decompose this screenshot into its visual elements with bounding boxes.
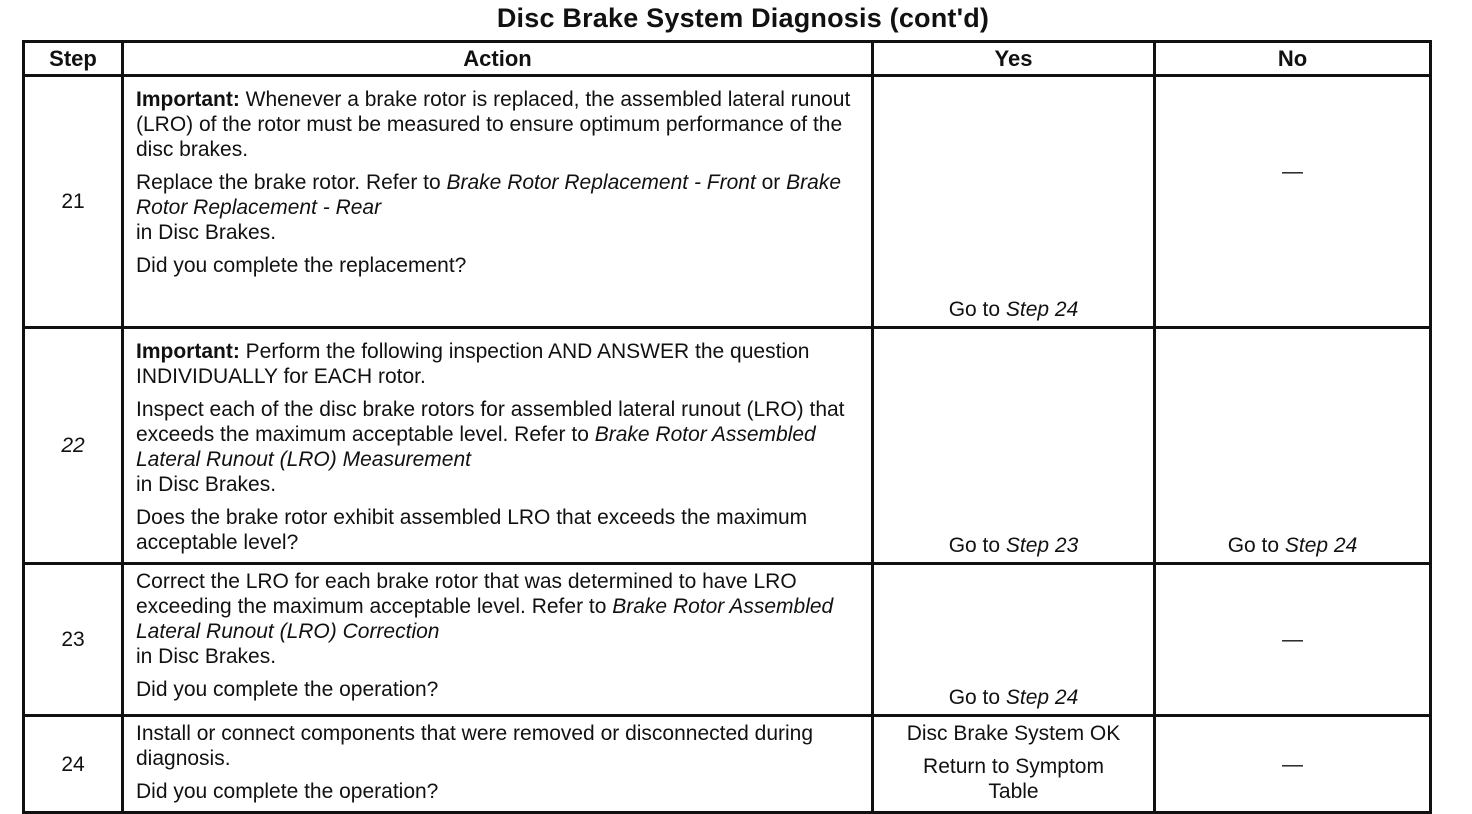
diagnosis-table bbox=[22, 40, 1432, 814]
yes-result bbox=[873, 76, 1155, 328]
table-row bbox=[24, 328, 1431, 564]
yes-result bbox=[873, 328, 1155, 564]
table-row bbox=[24, 76, 1431, 328]
goto-text: Go to bbox=[948, 686, 1006, 709]
step-number: 23 bbox=[24, 564, 123, 716]
header-no: No bbox=[1155, 42, 1431, 76]
step-reference: Step 24 bbox=[1284, 534, 1358, 557]
important-note bbox=[136, 87, 863, 162]
action-question: Did you complete the operation? bbox=[136, 780, 439, 803]
action-instruction bbox=[136, 170, 863, 245]
instruction-text: Inspect each of the disc brake rotors for assembled lateral runout (LRO) that exceeds the maximum acceptable level. Refer to bbox=[136, 398, 845, 446]
goto-text: Go to bbox=[948, 298, 1006, 321]
yes-result bbox=[873, 716, 1155, 813]
action-question: Did you complete the replacement? bbox=[136, 254, 467, 277]
goto-text: Go to bbox=[948, 534, 1006, 557]
important-note bbox=[136, 339, 863, 389]
instruction-text: in Disc Brakes. bbox=[136, 221, 277, 244]
action-cell bbox=[123, 328, 873, 564]
step-reference: Step 24 bbox=[1005, 298, 1079, 321]
action-question: Does the brake rotor exhibit assembled LRO that exceeds the maximum acceptable level? bbox=[136, 506, 808, 554]
instruction-text: Correct the LRO for each brake rotor that was determined to have LRO exceeding the maximum acceptable level. Refer to bbox=[136, 570, 797, 618]
no-result bbox=[1155, 328, 1431, 564]
step-number-text: 22 bbox=[61, 434, 85, 457]
no-result: — bbox=[1155, 564, 1431, 716]
important-text: Whenever a brake rotor is replaced, the assembled lateral runout (LRO) of the rotor must be measured to ensure optimum performance of the disc brakes. bbox=[136, 88, 851, 161]
header-yes: Yes bbox=[873, 42, 1155, 76]
system-ok-text: Disc Brake System OK bbox=[906, 722, 1121, 745]
step-reference: Step 23 bbox=[1005, 534, 1079, 557]
goto-text: Go to bbox=[1227, 534, 1285, 557]
instruction-text: in Disc Brakes. bbox=[136, 645, 277, 668]
action-cell bbox=[123, 716, 873, 813]
step-number bbox=[24, 328, 123, 564]
instruction-text: Replace the brake rotor. Refer to bbox=[136, 171, 447, 194]
return-to-text: Return to Symptom Table bbox=[923, 755, 1104, 803]
important-label: Important: bbox=[136, 340, 240, 363]
page-title: Disc Brake System Diagnosis (cont'd) bbox=[496, 3, 990, 33]
no-result: — bbox=[1155, 76, 1431, 328]
header-action: Action bbox=[123, 42, 873, 76]
no-result: — bbox=[1155, 716, 1431, 813]
step-reference: Step 24 bbox=[1005, 686, 1079, 709]
important-text: Perform the following inspection AND ANSWER the question INDIVIDUALLY for EACH rotor. bbox=[136, 340, 810, 388]
action-cell bbox=[123, 564, 873, 716]
instruction-text: or bbox=[755, 171, 787, 194]
table-row bbox=[24, 716, 1431, 813]
action-instruction: Install or connect components that were removed or disconnected during diagnosis. bbox=[136, 722, 814, 770]
step-number: 21 bbox=[24, 76, 123, 328]
procedure-reference: Brake Rotor Replacement - Front bbox=[446, 171, 756, 194]
action-instruction bbox=[136, 569, 863, 669]
table-row bbox=[24, 564, 1431, 716]
action-cell bbox=[123, 76, 873, 328]
important-label: Important: bbox=[136, 88, 240, 111]
table-header-row bbox=[24, 42, 1431, 76]
procedure-reference: Brake Rotor Assembled Lateral Runout (LRO) Measurement bbox=[136, 423, 816, 471]
action-question: Did you complete the operation? bbox=[136, 678, 439, 701]
procedure-reference: Brake Rotor Assembled Lateral Runout (LRO) Correction bbox=[136, 595, 834, 643]
header-step: Step bbox=[24, 42, 123, 76]
instruction-text: in Disc Brakes. bbox=[136, 473, 277, 496]
yes-result bbox=[873, 564, 1155, 716]
procedure-reference: Brake Rotor Replacement - Rear bbox=[136, 171, 841, 219]
step-number: 24 bbox=[24, 716, 123, 813]
action-instruction bbox=[136, 397, 863, 497]
